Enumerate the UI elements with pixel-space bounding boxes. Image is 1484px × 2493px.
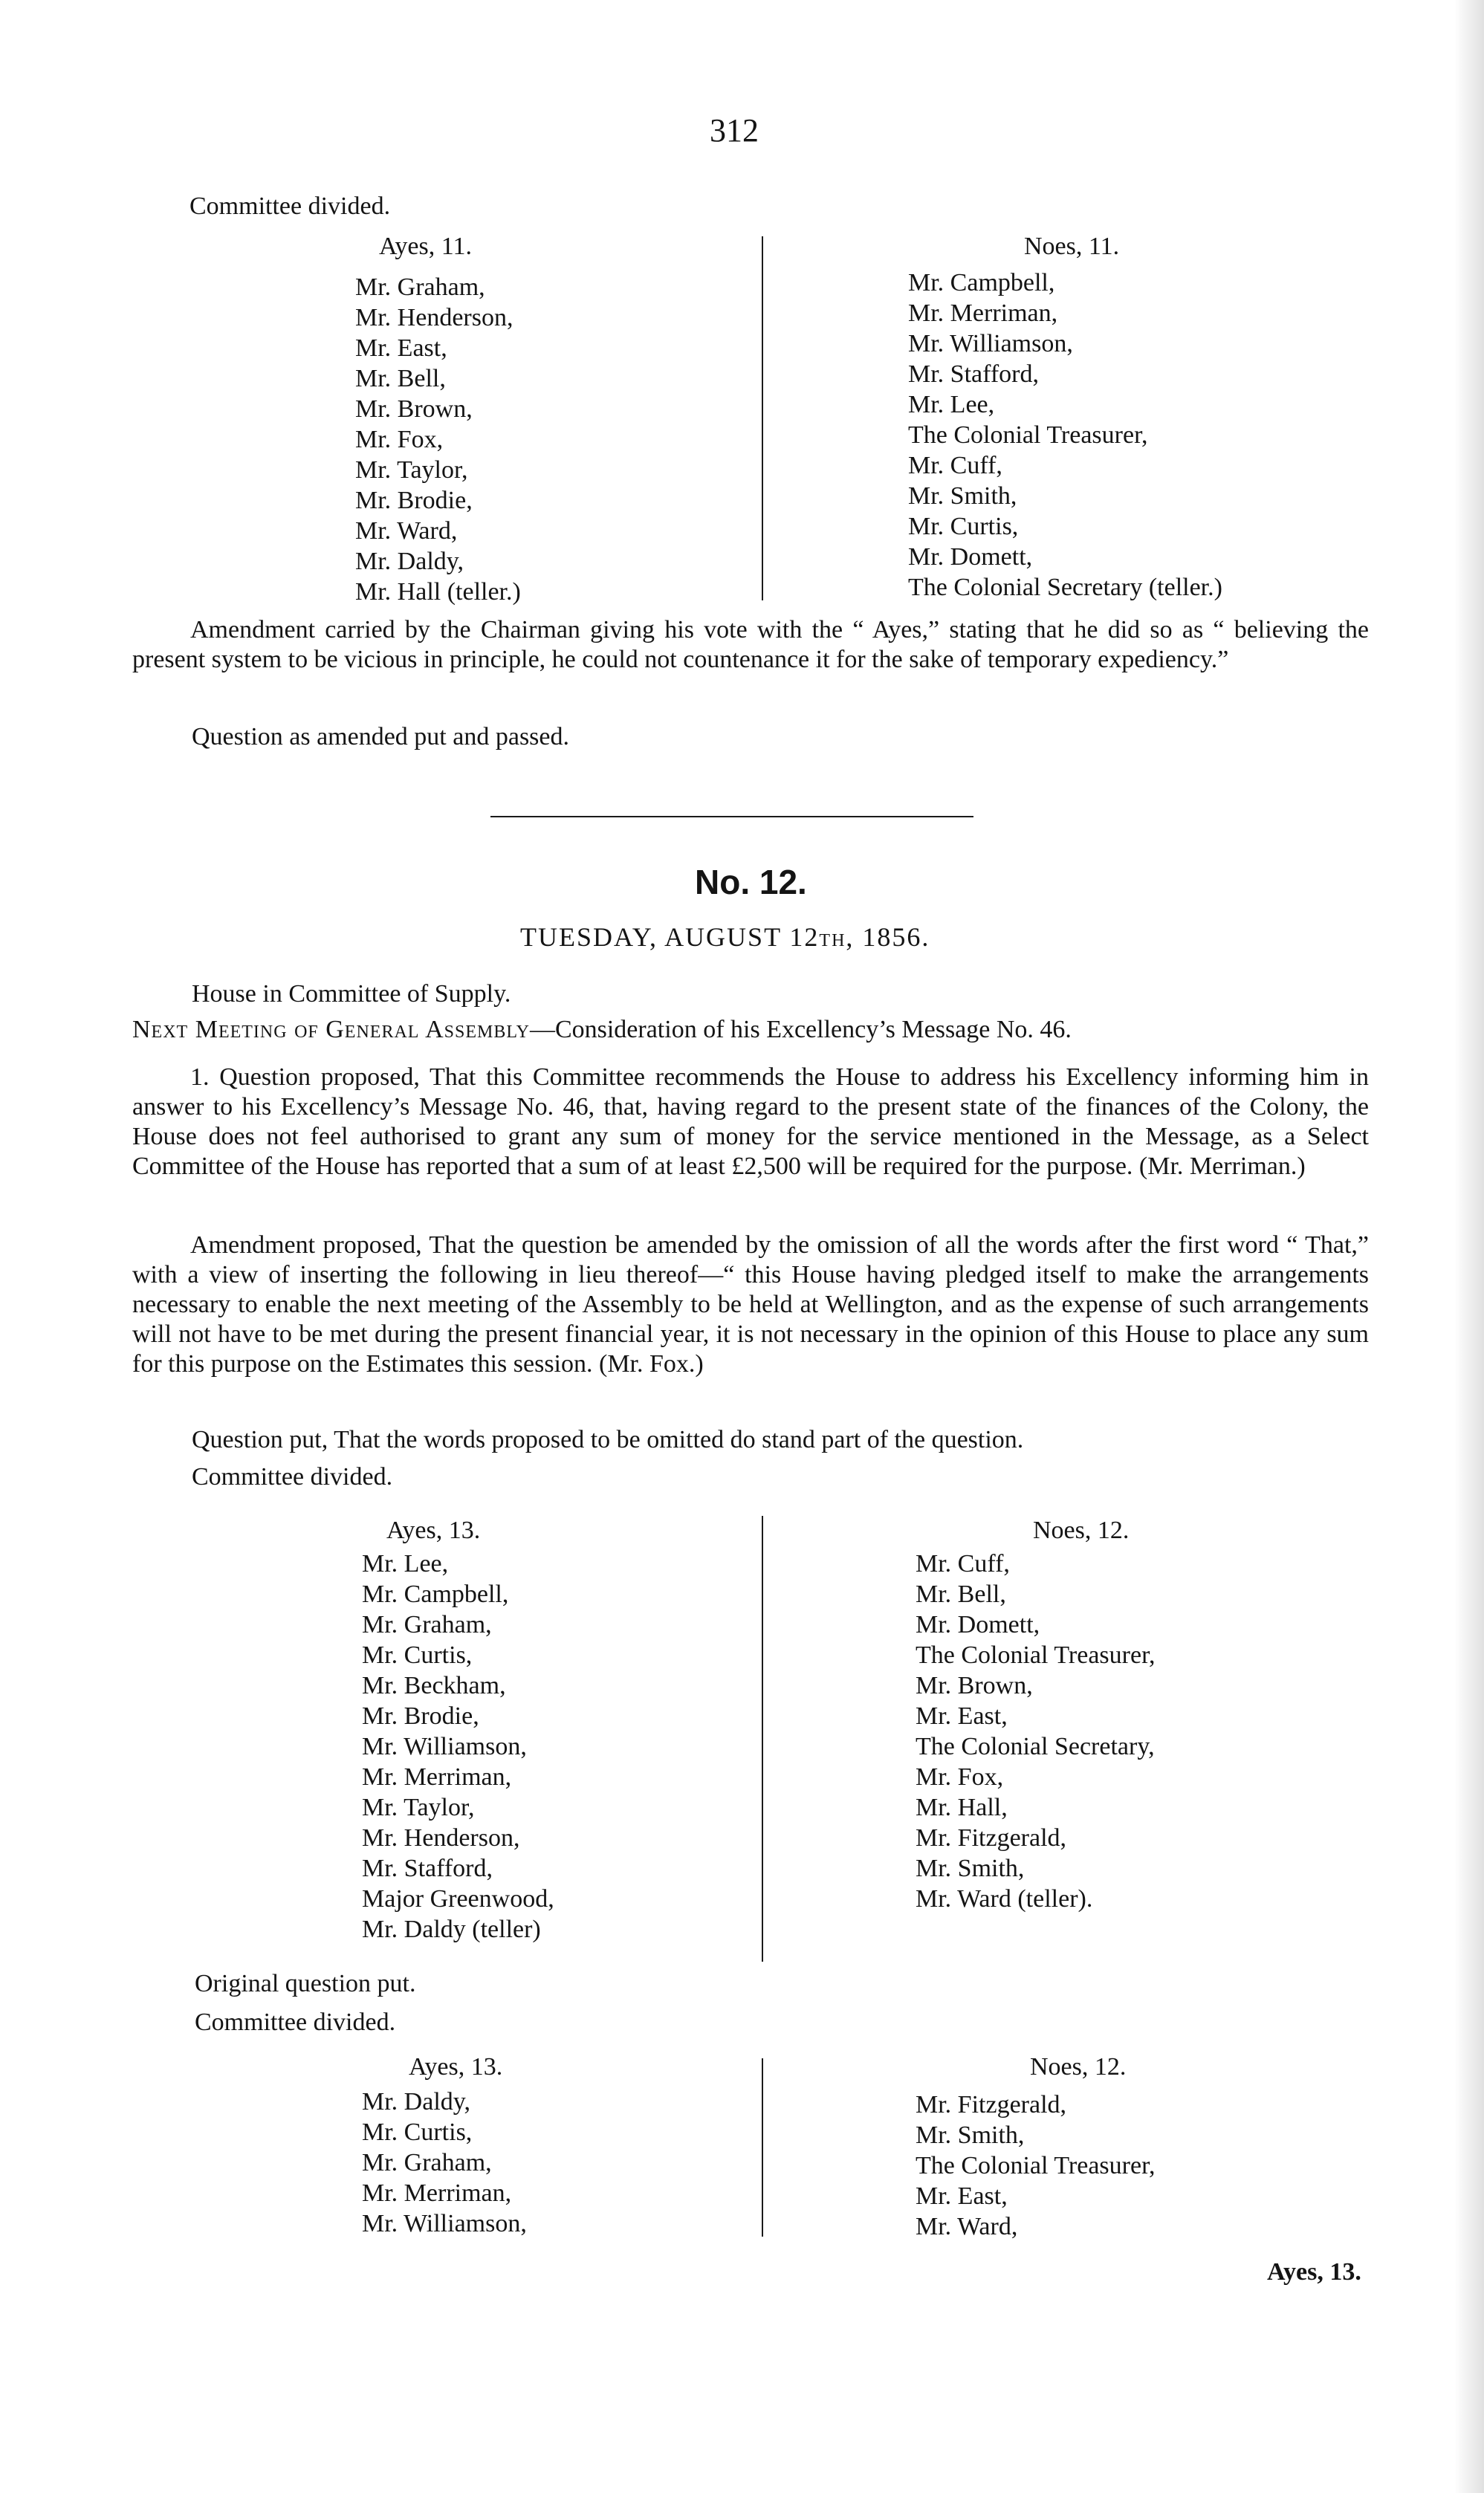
division-3-intro: Committee divided. xyxy=(195,2009,396,2036)
division-2-noes-list xyxy=(916,1549,1156,1914)
division-2-ayes-list xyxy=(362,1549,554,1945)
noe-member: Mr. Fitzgerald, xyxy=(916,2091,1067,2118)
aye-member: Mr. Daldy, xyxy=(362,2088,471,2116)
noe-member: Mr. Smith, xyxy=(916,2121,1025,2149)
page-edge-shadow xyxy=(1454,0,1484,2493)
noe-member: The Colonial Secretary (teller.) xyxy=(908,574,1222,601)
topic-title: Next Meeting of General Assembly xyxy=(132,1016,530,1043)
noe-member: Mr. East, xyxy=(916,2182,1008,2210)
question-proposed-paragraph: 1. Question proposed, That this Committee recommends the House to address his Excellency informing him in answer to his Excellency’s Message No. 46, that, having regard to the present state of the finances of the Colony, the House does not feel authorised to grant any sum of money for the service mentioned in the Message, as a Select Committee of the House has reported that a sum of at least £2,500 will be required for the purpose. (Mr. Merriman.) xyxy=(132,1063,1369,1180)
original-question-put: Original question put. xyxy=(195,1970,416,1997)
noe-member: Mr. Smith, xyxy=(916,1855,1025,1882)
aye-member: Mr. Henderson, xyxy=(355,304,513,331)
topic-line xyxy=(132,1015,1072,1045)
aye-member: Mr. Ward, xyxy=(355,517,458,545)
noe-member: Mr. Cuff, xyxy=(908,452,1002,479)
noe-member: Mr. Lee, xyxy=(908,391,995,418)
aye-member: Mr. Taylor, xyxy=(362,1794,475,1821)
house-in-committee: House in Committee of Supply. xyxy=(192,980,511,1008)
noe-member: Mr. Ward, xyxy=(916,2213,1018,2240)
noe-member: Mr. Smith, xyxy=(908,482,1017,510)
date-year: , 1856. xyxy=(846,922,930,952)
noe-member: Mr. Brown, xyxy=(916,1672,1033,1699)
noe-member: Mr. Domett, xyxy=(908,543,1033,571)
aye-member: Mr. Beckham, xyxy=(362,1672,506,1699)
aye-member: Mr. Lee, xyxy=(362,1550,449,1578)
page-number: 312 xyxy=(710,112,759,149)
noe-member: Mr. Williamson, xyxy=(908,330,1073,357)
aye-member: Mr. Daldy, xyxy=(355,548,464,575)
catchword: Ayes, 13. xyxy=(1267,2258,1361,2286)
aye-member: Mr. Williamson, xyxy=(362,2210,527,2237)
aye-member: Major Greenwood, xyxy=(362,1885,554,1913)
aye-member: Mr. Stafford, xyxy=(362,1855,493,1882)
division-2-intro: Committee divided. xyxy=(192,1463,393,1491)
aye-member: Mr. Taylor, xyxy=(355,456,468,484)
amendment-carried-paragraph: Amendment carried by the Chairman giving his vote with the “ Ayes,” stating that he did so as “ believing the present system to be vicious in principle, he could not countenance it for the sake of temporary expediency.” xyxy=(132,616,1369,673)
amendment-proposed-paragraph: Amendment proposed, That the question be amended by the omission of all the words after the first word “ That,” with a view of inserting the following in lieu thereof—“ this House having pledged itself to make the arrangements necessary to enable the next meeting of the Assembly to be held at Wellington, and as the expense of such arrangements will not have to be met during the present financial year, it is not necessary in the opinion of this House to place any sum for this purpose on the Estimates this session. (Mr. Fox.) xyxy=(132,1231,1369,1378)
aye-member: Mr. Graham, xyxy=(362,1611,492,1638)
aye-member: Mr. Graham, xyxy=(362,2149,492,2176)
division-2-column-rule xyxy=(762,1516,763,1962)
aye-member: Mr. Curtis, xyxy=(362,2118,473,2146)
noe-member: Mr. Fox, xyxy=(916,1763,1004,1791)
aye-member: Mr. Williamson, xyxy=(362,1733,527,1760)
aye-member: Mr. Brodie, xyxy=(355,487,473,514)
section-divider xyxy=(490,816,973,817)
noe-member: Mr. East, xyxy=(916,1702,1008,1730)
division-3-noes-title: Noes, 12. xyxy=(1030,2053,1127,2081)
noe-member: The Colonial Treasurer, xyxy=(908,421,1148,449)
division-3-ayes-title: Ayes, 13. xyxy=(409,2053,503,2081)
noe-member: Mr. Ward (teller). xyxy=(916,1885,1093,1913)
aye-member: Mr. East, xyxy=(355,334,447,362)
aye-member: Mr. Merriman, xyxy=(362,1763,512,1791)
division-3-column-rule xyxy=(762,2058,763,2237)
aye-member: Mr. Campbell, xyxy=(362,1581,509,1608)
aye-member: Mr. Brodie, xyxy=(362,1702,479,1730)
aye-member: Mr. Merriman, xyxy=(362,2179,512,2207)
division-1-noes-title: Noes, 11. xyxy=(1024,233,1120,260)
date-main: TUESDAY, AUGUST 12 xyxy=(520,922,820,952)
question-put: Question put, That the words proposed to be omitted do stand part of the question. xyxy=(192,1426,1024,1453)
noe-member: Mr. Stafford, xyxy=(908,360,1039,388)
section-date xyxy=(520,921,930,953)
noe-member: The Colonial Secretary, xyxy=(916,1733,1155,1760)
section-number-heading: No. 12. xyxy=(695,863,807,901)
noe-member: The Colonial Treasurer, xyxy=(916,1641,1156,1669)
division-3-ayes-list xyxy=(362,2087,527,2239)
noe-member: The Colonial Treasurer, xyxy=(916,2152,1156,2179)
division-1-intro: Committee divided. xyxy=(189,192,391,220)
question-passed: Question as amended put and passed. xyxy=(192,723,569,751)
aye-member: Mr. Henderson, xyxy=(362,1824,520,1852)
division-1-noes-list xyxy=(908,268,1222,603)
division-1-ayes-title: Ayes, 11. xyxy=(379,233,472,260)
topic-description: —Consideration of his Excellency’s Message No. 46. xyxy=(529,1016,1072,1043)
aye-member: Mr. Brown, xyxy=(355,395,473,423)
noe-member: Mr. Bell, xyxy=(916,1581,1006,1608)
noe-member: Mr. Hall, xyxy=(916,1794,1008,1821)
division-1-column-rule xyxy=(762,236,763,600)
noe-member: Mr. Domett, xyxy=(916,1611,1040,1638)
division-2-noes-title: Noes, 12. xyxy=(1033,1517,1130,1544)
noe-member: Mr. Curtis, xyxy=(908,513,1019,540)
noe-member: Mr. Fitzgerald, xyxy=(916,1824,1067,1852)
division-1-ayes-list xyxy=(355,272,521,607)
division-3-noes-list xyxy=(916,2090,1156,2242)
noe-member: Mr. Campbell, xyxy=(908,269,1055,296)
aye-member: Mr. Curtis, xyxy=(362,1641,473,1669)
division-2-ayes-title: Ayes, 13. xyxy=(386,1517,481,1544)
date-suffix: TH xyxy=(819,931,846,950)
aye-member: Mr. Daldy (teller) xyxy=(362,1916,541,1943)
aye-member: Mr. Hall (teller.) xyxy=(355,578,521,606)
aye-member: Mr. Bell, xyxy=(355,365,446,392)
aye-member: Mr. Fox, xyxy=(355,426,444,453)
aye-member: Mr. Graham, xyxy=(355,273,485,301)
noe-member: Mr. Merriman, xyxy=(908,299,1058,327)
noe-member: Mr. Cuff, xyxy=(916,1550,1010,1578)
